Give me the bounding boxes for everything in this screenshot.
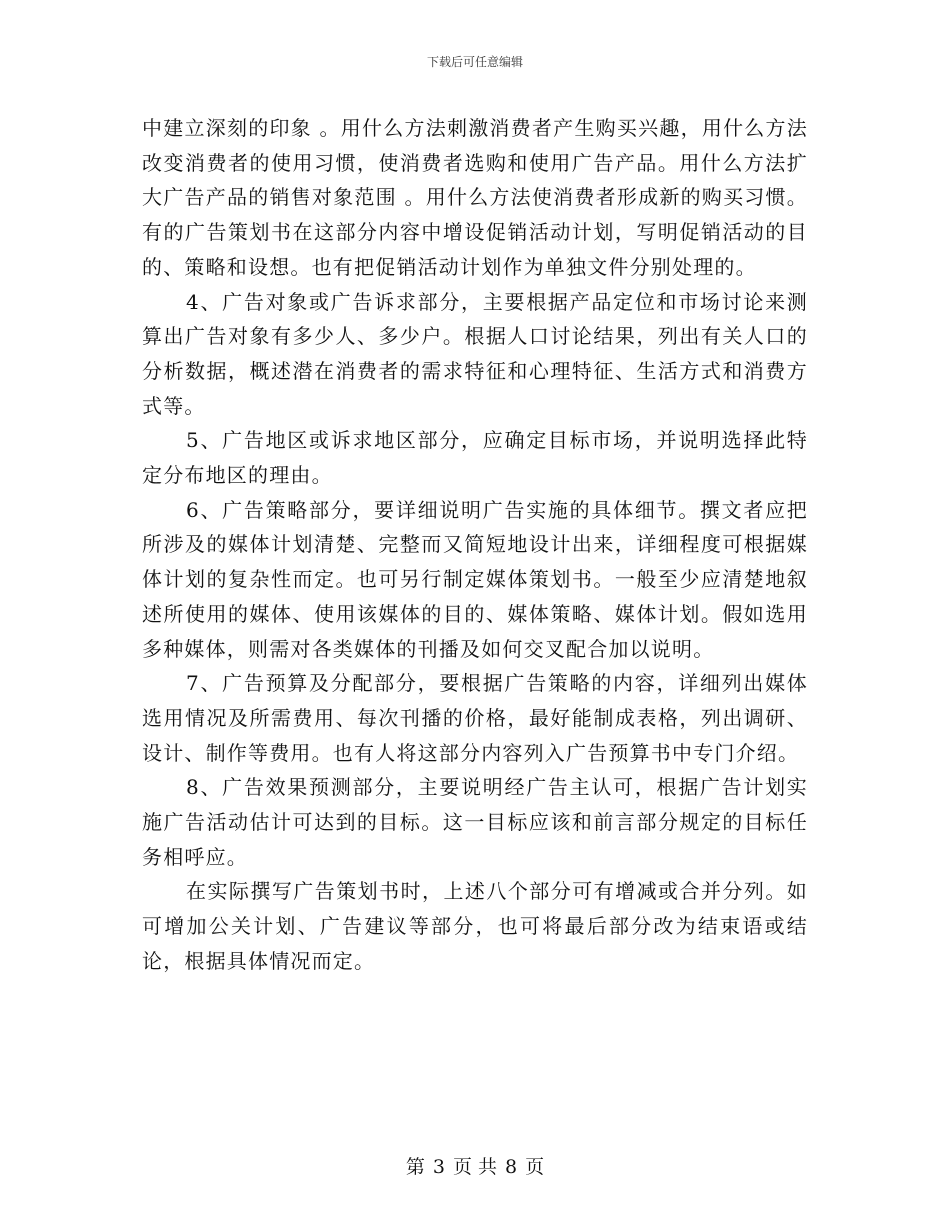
paragraph-ad-budget: 7、广告预算及分配部分，要根据广告策略的内容，详细列出媒体选用情况及所需费用、每次刊播的价格，最好能制成表格，列出调研、设计、制作等费用。也有人将这部分内容列入广告预算书中专门介绍。 xyxy=(142,671,808,765)
document-body xyxy=(142,111,808,979)
paragraph-continuation: 中建立深刻的印象 。用什么方法刺激消费者产生购买兴趣，用什么方法改变消费者的使用习惯，使消费者选购和使用广告产品。用什么方法扩大广告产品的销售对象范围 。用什么方法使消费者形成新的购买习惯。有的广告策划书在这部分内容中增设促销活动计划，写明促销活动的目的、策略和设想。也有把促销活动计划作为单独文件分别处理的。 xyxy=(142,116,808,279)
footer-suffix: 页 xyxy=(525,1156,545,1178)
footer-middle: 页 共 xyxy=(452,1156,498,1178)
paragraph-ad-strategy: 6、广告策略部分，要详细说明广告实施的具体细节。撰文者应把所涉及的媒体计划清楚、完整而又简短地设计出来，详细程度可根据媒体计划的复杂性而定。也可另行制定媒体策划书。一般至少应清楚地叙述所使用的媒体、使用该媒体的目的、媒体策略、媒体计划。假如选用多种媒体，则需对各类媒体的刊播及如何交叉配合加以说明。 xyxy=(142,497,808,661)
footer-total-pages: 8 xyxy=(505,1156,518,1178)
page-header: 下载后可任意编辑 xyxy=(426,55,523,69)
footer-prefix: 第 xyxy=(405,1156,425,1178)
paragraph-ad-effect: 8、广告效果预测部分，主要说明经广告主认可，根据广告计划实施广告活动估计可达到的目标。这一目标应该和前言部分规定的目标任务相呼应。 xyxy=(142,775,808,869)
paragraph-ad-region: 5、广告地区或诉求地区部分，应确定目标市场，并说明选择此特定分布地区的理由。 xyxy=(142,428,808,488)
paragraph-ad-target: 4、广告对象或广告诉求部分，主要根据产品定位和市场讨论来测算出广告对象有多少人、多少户。根据人口讨论结果，列出有关人口的分析数据，概述潜在消费者的需求特征和心理特征、生活方式和消费方式等。 xyxy=(142,289,808,418)
page-footer xyxy=(0,1155,950,1179)
paragraph-conclusion: 在实际撰写广告策划书时，上述八个部分可有增减或合并分列。如可增加公关计划、广告建议等部分，也可将最后部分改为结束语或结论，根据具体情况而定。 xyxy=(142,879,808,973)
footer-page-number: 3 xyxy=(432,1156,445,1178)
